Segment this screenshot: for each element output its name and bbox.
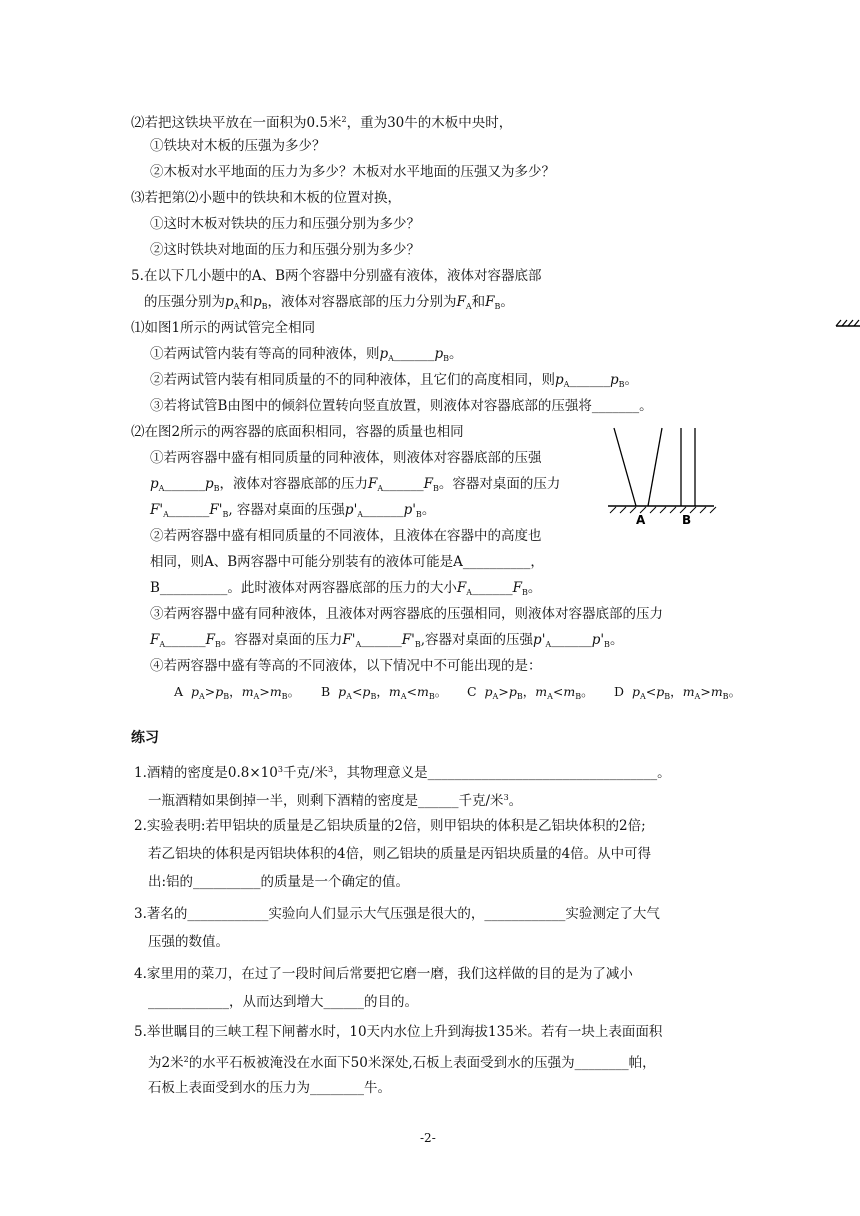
p2c-line2: $F_A\_\_\_\_\_\_F_B$。容器对桌面的压力$F'_A\_\_\_\_\_\_F'_B$,容器对桌面的压强$p'_A\_\_\_\_\_\_p'_B$。 [150, 632, 624, 649]
practice-item-3: 3.著名的____________实验向人们显示大气压强是很大的，____________实验测定了大气 [134, 906, 660, 922]
q3-line: ⑶若把第⑵小题中的铁块和木板的位置对换， [131, 190, 401, 206]
option-c: C $p_A>p_B$，$m_A<m_B$。 [467, 684, 594, 701]
figure1-surface-fragment [836, 318, 860, 328]
q2b-line: ②木板对水平地面的压力为多少？木板对水平地面的压强又为多少？ [150, 164, 555, 180]
option-d: D $p_A<p_B$，$m_A>m_B$。 [614, 684, 742, 701]
p2b-line3: B__________。此时液体对两容器底部的压力的大小$F_A\_\_\_\_\_\_F_B$。 [150, 580, 542, 597]
p2b-line1: ②若两容器中盛有相同质量的不同液体，且液体在容器中的高度也 [150, 528, 542, 544]
practice-item-2c: 出:铝的__________的质量是一个确定的值。 [148, 874, 410, 890]
practice-item-1: 1.酒精的密度是$0.8\times 10^3$千克/米$^3$，其物理意义是__________________________________。 [134, 765, 671, 781]
practice-item-5c: 石板上表面受到水的压力为________牛。 [148, 1080, 391, 1096]
figure2-diagram [606, 424, 716, 534]
practice-item-2b: 若乙铝块的体积是丙铝块体积的4倍，则乙铝块的质量是丙铝块质量的4倍。从中可得 [148, 846, 652, 862]
q2-line: ⑵若把这铁块平放在一面积为0.5米$^2$，重为30牛的木板中央时， [131, 115, 513, 131]
p2d-line: ④若两容器中盛有等高的不同液体，以下情况中不可能出现的是： [150, 658, 542, 674]
page-number: -2- [420, 1131, 436, 1145]
practice-item-3b: 压强的数值。 [148, 934, 229, 950]
p1b-line: ②若两试管内装有相同质量的不的同种液体，且它们的高度相同，则$p_A\_\_\_\_\_\_p_B$。 [150, 372, 638, 389]
practice-item-4b: ____________，从而达到增大______的目的。 [148, 994, 418, 1010]
practice-item-5: 5.举世瞩目的三峡工程下闸蓄水时，10天内水位上升到海拔135米。若有一块上表面面积 [134, 1024, 663, 1040]
practice-heading: 练习 [131, 730, 159, 746]
p2b-line2: 相同，则A、B两容器中可能分别装有的液体可能是A__________， [150, 554, 544, 570]
option-b: B $p_A<p_B$，$m_A<m_B$。 [321, 684, 448, 701]
p2-line: ⑵在图2所示的两容器的底面积相同，容器的质量也相同 [131, 424, 464, 440]
q2a-line: ①铁块对木板的压强为多少？ [150, 138, 326, 154]
p2a-line2: $p_A\_\_\_\_\_\_p_B$，液体对容器底部的压力$F_A\_\_\_\_\_\_F_B$。容器对桌面的压力 [150, 476, 561, 493]
practice-item-1b: 一瓶酒精如果倒掉一半，则剩下酒精的密度是______千克/米$^3$。 [148, 793, 523, 809]
figure2-label-b: B [682, 513, 692, 527]
p2a-line1: ①若两容器中盛有相同质量的同种液体，则液体对容器底部的压强 [150, 450, 542, 466]
q3b-line: ②这时铁块对地面的压力和压强分别为多少？ [150, 242, 420, 258]
q3a-line: ①这时木板对铁块的压力和压强分别为多少？ [150, 216, 420, 232]
p2c-line1: ③若两容器中盛有同种液体，且液体对两容器底的压强相同，则液体对容器底部的压力 [150, 606, 663, 622]
p1-line: ⑴如图1所示的两试管完全相同 [131, 320, 316, 336]
p2a-line3: $F'_A\_\_\_\_\_\_F'_B$, 容器对桌面的压强$p'_A\_\_\_\_\_\_p'_B$。 [150, 502, 436, 519]
option-a: A $p_A>p_B$，$m_A>m_B$。 [174, 684, 301, 701]
practice-item-4: 4.家里用的菜刀，在过了一段时间后常要把它磨一磨，我们这样做的目的是为了减小 [134, 966, 633, 982]
q5-line: 5.在以下几小题中的A、B两个容器中分别盛有液体，液体对容器底部 [131, 268, 542, 284]
practice-item-5b: 为2米$^2$的水平石板被淹没在水面下50米深处,石板上表面受到水的压强为________帕， [148, 1055, 656, 1071]
figure2-label-a: A [636, 513, 646, 527]
practice-item-2: 2.实验表明:若甲铝块的质量是乙铝块质量的2倍，则甲铝块的体积是乙铝块体积的2倍; [134, 818, 646, 834]
p1c-line: ③若将试管B由图中的倾斜位置转向竖直放置，则液体对容器底部的压强将_______。 [150, 398, 653, 414]
q5-line2: 的压强分别为$p_A$和$p_B$，液体对容器底部的压力分别为$F_A$和$F_B$。 [144, 294, 514, 311]
p1a-line: ①若两试管内装有等高的同种液体，则$p_A\_\_\_\_\_\_p_B$。 [150, 346, 463, 363]
